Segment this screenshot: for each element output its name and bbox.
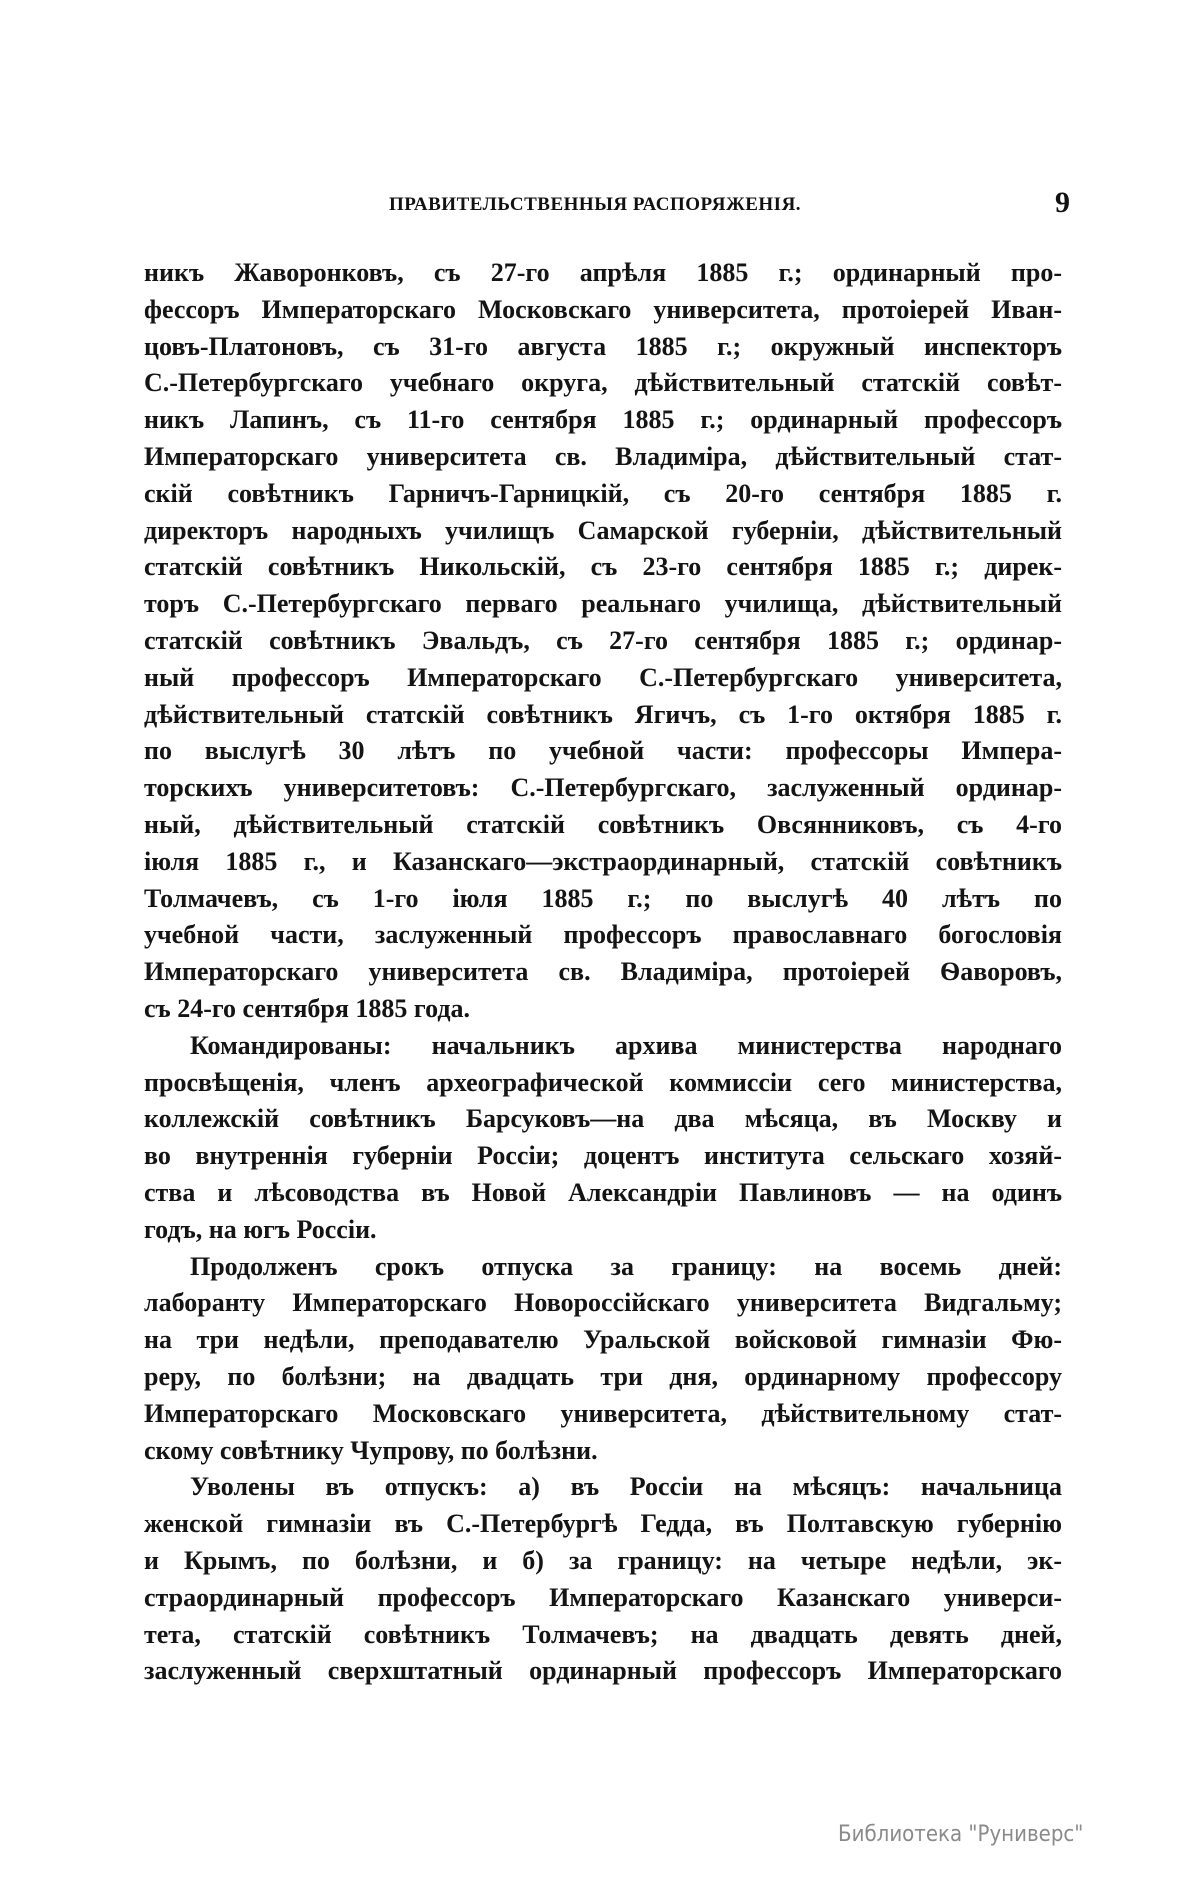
text-line: іюля 1885 г., и Казанскаго—экстраординарный, статскій совѣтникъ — [144, 846, 1062, 876]
text-line: фессоръ Императорскаго Московскаго университета, протоіерей Иван- — [144, 294, 1062, 324]
text-line: ства и лѣсоводства въ Новой Александріи Павлиновъ — на одинъ — [144, 1178, 1062, 1207]
page-number: 9 — [1055, 186, 1070, 219]
text-line: просвѣщенія, членъ археографической коммиссіи сего министерства, — [144, 1067, 1062, 1097]
text-line: съ 24-го сентября 1885 года. — [144, 994, 470, 1023]
text-line: С.-Петербургскаго учебнаго округа, дѣйствительный статскій совѣт- — [144, 368, 1062, 398]
text-line: ный, дѣйствительный статскій совѣтникъ Овсянниковъ, съ 4-го — [144, 810, 1062, 839]
text-line: Императорскаго Московскаго университета, дѣйствительному стат- — [144, 1398, 1062, 1428]
text-line: цовъ-Платоновъ, съ 31-го августа 1885 г.; окружный инспекторъ — [144, 331, 1062, 361]
text-line: по выслугѣ 30 лѣтъ по учебной части: профессоры Импера- — [144, 736, 1062, 766]
text-line: на три недѣли, преподавателю Уральской войсковой гимназіи Фю- — [144, 1325, 1062, 1355]
text-line: Уволены въ отпускъ: а) въ Россіи на мѣсяцъ: начальница — [190, 1472, 1062, 1502]
text-line: ный профессоръ Императорскаго С.-Петербургскаго университета, — [144, 662, 1062, 692]
text-line: учебной части, заслуженный профессоръ православнаго богословія — [144, 920, 1062, 950]
text-line: коллежскій совѣтникъ Барсуковъ—на два мѣсяца, въ Москву и — [144, 1104, 1062, 1134]
text-line: Императорскаго университета св. Владиміра, дѣйствительный стат- — [144, 442, 1062, 471]
text-line: и Крымъ, по болѣзни, и б) за границу: на четыре недѣли, эк- — [144, 1546, 1062, 1575]
text-line: во внутреннія губерніи Россіи; доцентъ института сельскаго хозяй- — [144, 1141, 1062, 1171]
text-line: Командированы: начальникъ архива министерства народнаго — [190, 1030, 1062, 1060]
text-line: никъ Лапинъ, съ 11-го сентября 1885 г.; ординарный профессоръ — [144, 405, 1062, 435]
text-line: Толмачевъ, съ 1-го іюля 1885 г.; по выслугѣ 40 лѣтъ по — [144, 883, 1062, 913]
text-line: годъ, на югъ Россіи. — [144, 1214, 377, 1244]
text-line: дѣйствительный статскій совѣтникъ Ягичъ, съ 1-го октября 1885 г. — [144, 699, 1062, 729]
running-title: ПРАВИТЕЛЬСТВЕННЫЯ РАСПОРЯЖЕНІЯ. — [388, 194, 802, 215]
text-line: скому совѣтнику Чупрову, по болѣзни. — [144, 1435, 598, 1465]
text-line: лаборанту Императорскаго Новороссійскаго университета Видгальму; — [144, 1288, 1062, 1318]
text-line: реру, по болѣзни; на двадцать три дня, ординарному профессору — [144, 1362, 1062, 1391]
text-line: никъ Жаворонковъ, съ 27-го апрѣля 1885 г.; ординарный про- — [144, 258, 1062, 287]
text-line: скій совѣтникъ Гарничъ-Гарницкій, съ 20-го сентября 1885 г. — [144, 478, 1062, 508]
text-line: страординарный профессоръ Императорскаго Казанскаго универси- — [144, 1582, 1062, 1612]
text-line: заслуженный сверхштатный ординарный профессоръ Императорскаго — [144, 1656, 1062, 1686]
text-line: Императорскаго университета св. Владиміра, протоіерей Ѳаворовъ, — [144, 957, 1062, 987]
text-line: торъ С.-Петербургскаго перваго реальнаго училища, дѣйствительный — [144, 589, 1062, 619]
text-line: Продолженъ срокъ отпуска за границу: на восемь дней: — [190, 1251, 1062, 1281]
text-line: торскихъ университетовъ: С.-Петербургскаго, заслуженный ординар- — [144, 773, 1062, 803]
text-line: тета, статскій совѣтникъ Толмачевъ; на двадцать девять дней, — [144, 1619, 1062, 1649]
text-line: статскій совѣтникъ Эвальдъ, съ 27-го сентября 1885 г.; ординар- — [144, 626, 1062, 655]
text-line: директоръ народныхъ училищъ Самарской губерніи, дѣйствительный — [144, 515, 1062, 545]
text-line: женской гимназіи въ С.-Петербургѣ Гедда, въ Полтавскую губернію — [144, 1509, 1062, 1539]
library-watermark: Библиотека "Руниверс" — [838, 1822, 1084, 1847]
text-line: статскій совѣтникъ Никольскій, съ 23-го сентября 1885 г.; дирек- — [144, 552, 1062, 582]
